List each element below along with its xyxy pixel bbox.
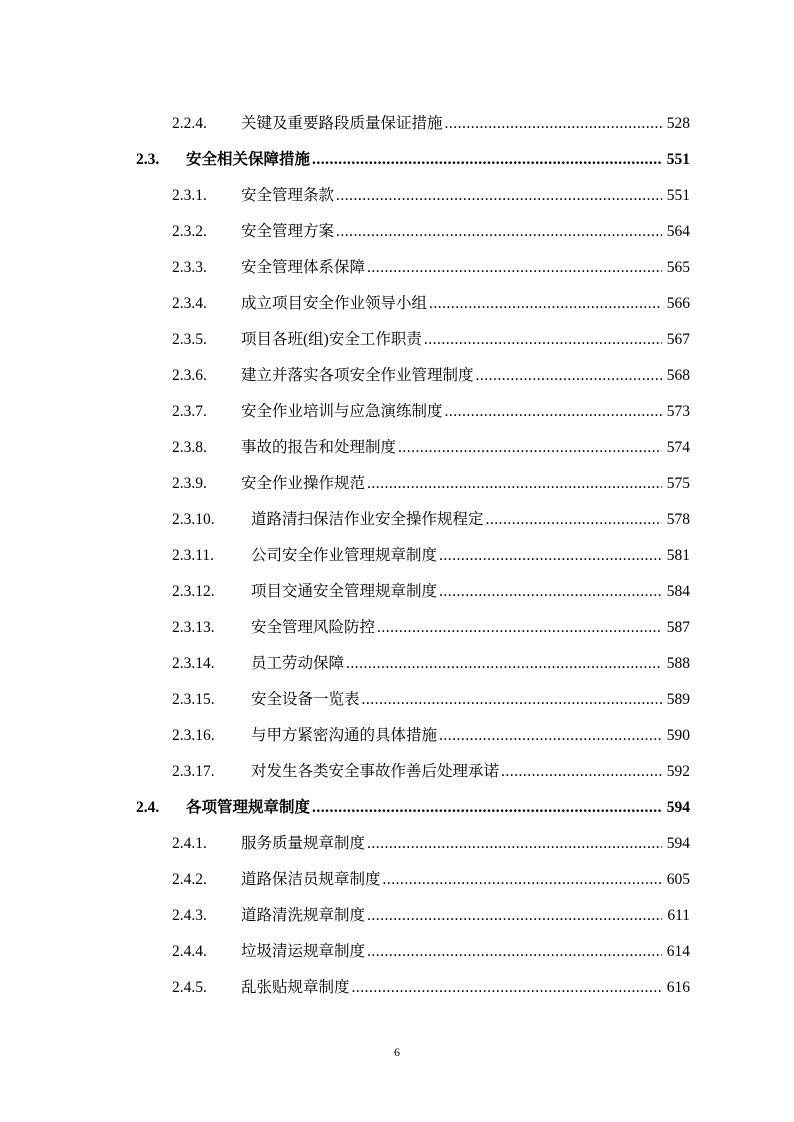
toc-entry-number: 2.4. <box>136 799 160 816</box>
toc-entry-title: 员工劳动保障 <box>251 655 345 672</box>
toc-entry[interactable] <box>0 106 794 142</box>
toc-entry-page: 588 <box>666 655 690 672</box>
toc-entry-number: 2.2.4. <box>172 115 207 132</box>
toc-leader-dots <box>312 798 662 818</box>
toc-leader-dots <box>501 762 662 782</box>
toc-entry-title: 道路保洁员规章制度 <box>241 871 381 888</box>
toc-leader-dots <box>312 150 662 170</box>
toc-entry-page: 564 <box>666 223 690 240</box>
toc-entry-title: 建立并落实各项安全作业管理制度 <box>241 367 474 384</box>
toc-entry-number: 2.3.13. <box>172 619 215 636</box>
toc-entry-title: 项目各班(组)安全工作职责 <box>241 331 422 348</box>
toc-entry-number: 2.4.3. <box>172 907 207 924</box>
toc-entry-number: 2.4.2. <box>172 871 207 888</box>
toc-entry[interactable] <box>0 610 794 646</box>
toc-leader-dots <box>445 114 662 134</box>
toc-entry-title: 安全相关保障措施 <box>186 151 311 168</box>
toc-entry[interactable] <box>0 754 794 790</box>
toc-leader-dots <box>398 438 662 458</box>
toc-entry-number: 2.4.1. <box>172 835 207 852</box>
toc-entry-number: 2.3.7. <box>172 403 207 420</box>
toc-entry-title: 对发生各类安全事故作善后处理承诺 <box>251 763 500 780</box>
toc-entry[interactable] <box>0 898 794 934</box>
toc-entry[interactable] <box>0 394 794 430</box>
toc-entry-title: 安全管理体系保障 <box>241 259 366 276</box>
toc-entry-number: 2.3.12. <box>172 583 215 600</box>
toc-leader-dots <box>377 618 662 638</box>
toc-entry[interactable] <box>0 934 794 970</box>
toc-entry[interactable] <box>0 322 794 358</box>
toc-leader-dots <box>429 294 662 314</box>
toc-entry-page: 589 <box>666 691 690 708</box>
toc-entry[interactable] <box>0 358 794 394</box>
toc-leader-dots <box>383 870 662 890</box>
toc-entry-title: 安全管理方案 <box>241 223 335 240</box>
toc-entry[interactable] <box>0 178 794 214</box>
toc-entry-number: 2.3.2. <box>172 223 207 240</box>
toc-entry[interactable] <box>0 250 794 286</box>
toc-entry-page: 573 <box>666 403 690 420</box>
toc-entry[interactable] <box>0 286 794 322</box>
toc-entry-title: 安全作业操作规范 <box>241 475 366 492</box>
toc-leader-dots <box>424 330 662 350</box>
toc-entry[interactable] <box>0 214 794 250</box>
toc-entry-number: 2.3.15. <box>172 691 215 708</box>
toc-entry-title: 安全管理条款 <box>241 187 335 204</box>
toc-entry-title: 事故的报告和处理制度 <box>241 439 397 456</box>
toc-entry[interactable] <box>0 862 794 898</box>
toc-leader-dots <box>445 402 662 422</box>
toc-leader-dots <box>336 222 662 242</box>
toc-leader-dots <box>346 654 662 674</box>
toc-entry-title: 各项管理规章制度 <box>186 799 311 816</box>
toc-entry-page: 574 <box>666 439 690 456</box>
toc-entry-number: 2.3.14. <box>172 655 215 672</box>
toc-entry-page: 614 <box>666 943 690 960</box>
toc-entry-title: 关键及重要路段质量保证措施 <box>241 115 443 132</box>
toc-entry-title: 成立项目安全作业领导小组 <box>241 295 428 312</box>
toc-entry-title: 乱张贴规章制度 <box>241 979 350 996</box>
toc-entry[interactable] <box>0 430 794 466</box>
toc-entry-page: 566 <box>666 295 690 312</box>
toc-entry[interactable] <box>0 538 794 574</box>
toc-entry-number: 2.4.5. <box>172 979 207 996</box>
toc-entry[interactable] <box>0 682 794 718</box>
toc-entry[interactable] <box>0 502 794 538</box>
toc-leader-dots <box>476 366 662 386</box>
toc-entry-page: 568 <box>666 367 690 384</box>
toc-entry-page: 581 <box>666 547 690 564</box>
toc-entry-page: 611 <box>667 907 690 924</box>
toc-entry-page: 578 <box>666 511 690 528</box>
toc-entry-page: 567 <box>666 331 690 348</box>
toc-entry-title: 安全作业培训与应急演练制度 <box>241 403 443 420</box>
toc-leader-dots <box>367 906 662 926</box>
toc-entry[interactable] <box>0 718 794 754</box>
toc-entry[interactable] <box>0 574 794 610</box>
toc-entry-page: 590 <box>666 727 690 744</box>
toc-entry[interactable] <box>0 790 794 826</box>
toc-entry-number: 2.3.9. <box>172 475 207 492</box>
toc-entry-number: 2.4.4. <box>172 943 207 960</box>
page-number: 6 <box>394 1045 400 1059</box>
toc-leader-dots <box>367 474 662 494</box>
toc-entry-page: 565 <box>666 259 690 276</box>
toc-leader-dots <box>439 726 662 746</box>
toc-leader-dots <box>362 690 662 710</box>
toc-leader-dots <box>352 978 662 998</box>
toc-entry-page: 551 <box>666 187 690 204</box>
toc-entry-page: 551 <box>666 151 690 168</box>
toc-entry-page: 587 <box>666 619 690 636</box>
toc-entry-title: 公司安全作业管理规章制度 <box>251 547 438 564</box>
toc-leader-dots <box>336 186 662 206</box>
toc-entry-number: 2.3.10. <box>172 511 215 528</box>
toc-entry-title: 与甲方紧密沟通的具体措施 <box>251 727 438 744</box>
toc-entry-page: 594 <box>666 835 690 852</box>
toc-leader-dots <box>486 510 662 530</box>
toc-entry-title: 垃圾清运规章制度 <box>241 943 366 960</box>
table-of-contents <box>0 106 794 1006</box>
toc-entry-title: 服务质量规章制度 <box>241 835 366 852</box>
toc-entry-number: 2.3.3. <box>172 259 207 276</box>
toc-entry-page: 605 <box>666 871 690 888</box>
toc-entry-number: 2.3.16. <box>172 727 215 744</box>
toc-leader-dots <box>367 258 662 278</box>
toc-entry-page: 594 <box>666 799 690 816</box>
toc-entry-page: 528 <box>666 115 690 132</box>
toc-entry-number: 2.3.11. <box>172 547 215 564</box>
toc-entry-page: 592 <box>666 763 690 780</box>
toc-entry-title: 项目交通安全管理规章制度 <box>251 583 438 600</box>
toc-entry[interactable] <box>0 646 794 682</box>
toc-leader-dots <box>367 942 662 962</box>
toc-entry[interactable] <box>0 970 794 1006</box>
toc-entry-title: 安全管理风险防控 <box>251 619 376 636</box>
toc-leader-dots <box>439 582 662 602</box>
toc-entry-number: 2.3.6. <box>172 367 207 384</box>
toc-entry[interactable] <box>0 826 794 862</box>
toc-entry-page: 575 <box>666 475 690 492</box>
toc-entry-number: 2.3.5. <box>172 331 207 348</box>
toc-entry[interactable] <box>0 142 794 178</box>
toc-entry[interactable] <box>0 466 794 502</box>
toc-entry-number: 2.3. <box>136 151 160 168</box>
toc-leader-dots <box>439 546 662 566</box>
toc-entry-number: 2.3.1. <box>172 187 207 204</box>
toc-entry-page: 584 <box>666 583 690 600</box>
toc-entry-title: 道路清扫保洁作业安全操作规程定 <box>251 511 484 528</box>
toc-leader-dots <box>367 834 662 854</box>
toc-entry-page: 616 <box>666 979 690 996</box>
toc-entry-number: 2.3.8. <box>172 439 207 456</box>
toc-entry-number: 2.3.17. <box>172 763 215 780</box>
toc-entry-number: 2.3.4. <box>172 295 207 312</box>
toc-entry-title: 安全设备一览表 <box>251 691 360 708</box>
toc-entry-title: 道路清洗规章制度 <box>241 907 366 924</box>
